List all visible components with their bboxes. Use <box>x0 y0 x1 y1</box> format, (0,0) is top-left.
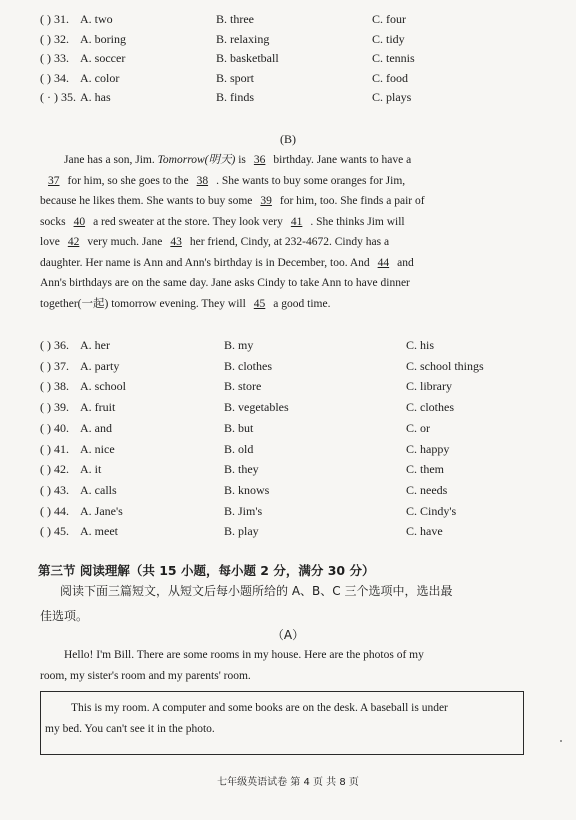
option-c: C. Cindy's <box>406 503 457 518</box>
option-a: A. meet <box>80 524 118 539</box>
question-number: ( · ) 35. <box>40 90 76 104</box>
question-row <box>40 90 540 108</box>
scan-speck <box>560 740 562 742</box>
option-b: B. sport <box>216 70 255 85</box>
option-a: A. Jane's <box>80 503 123 518</box>
option-c: C. plays <box>372 90 412 104</box>
passage-text: very much. Jane <box>87 236 163 248</box>
passage-text-with-gloss: together(一起) tomorrow evening. They will <box>40 297 246 310</box>
question-number: ( ) 44. <box>40 503 69 518</box>
option-c: C. food <box>372 70 408 85</box>
option-c: C. clothes <box>406 400 454 415</box>
question-row <box>40 442 540 460</box>
passage-text: a good time. <box>273 297 331 310</box>
option-b: B. they <box>224 462 259 477</box>
option-c: C. library <box>406 379 452 394</box>
passage-b-line <box>40 191 492 212</box>
option-b: B. knows <box>224 482 270 497</box>
question-row <box>40 421 540 439</box>
option-b: B. three <box>216 12 254 26</box>
question-number: ( ) 43. <box>40 482 69 497</box>
question-number: ( ) 45. <box>40 524 69 539</box>
passage-text: and <box>397 256 414 269</box>
option-a: A. nice <box>80 441 115 456</box>
option-b: B. relaxing <box>216 31 270 46</box>
question-number: ( ) 38. <box>40 379 69 394</box>
option-a: A. it <box>80 462 102 477</box>
passage-b-line <box>40 150 492 171</box>
option-b: B. basketball <box>216 51 279 65</box>
passage-b-line <box>40 232 492 253</box>
blank-44: 44 <box>377 256 390 269</box>
section3-instruction-1: 阅读下面三篇短文，从短文后每小题所给的 A、B、C 三个选项中，选出最 <box>60 584 453 598</box>
passage-a-line-1: Hello! I'm Bill. There are some rooms in my house. Here are the photos of my <box>64 649 424 661</box>
option-a: A. color <box>80 70 120 85</box>
option-b: B. old <box>224 441 254 456</box>
question-row <box>40 32 540 50</box>
passage-b-text <box>40 150 492 314</box>
question-row <box>40 462 540 480</box>
passage-text: because he likes them. She wants to buy some <box>40 195 253 207</box>
option-b: B. but <box>224 420 254 435</box>
passage-text: her friend, Cindy, at 232-4672. Cindy has a <box>189 236 390 248</box>
option-c: C. school things <box>406 358 484 373</box>
passage-a-line-2: room, my sister's room and my parents' room. <box>40 669 251 682</box>
question-row <box>40 12 540 30</box>
passage-text: love <box>40 236 60 248</box>
option-a: A. and <box>80 420 112 435</box>
blank-41: 41 <box>290 215 303 228</box>
passage-text: is <box>235 154 246 166</box>
option-a: A. boring <box>80 31 126 46</box>
passage-a-label: （A） <box>271 628 305 642</box>
question-number: ( ) 39. <box>40 400 69 415</box>
blank-36: 36 <box>253 154 266 166</box>
option-c: C. needs <box>406 482 448 497</box>
option-a: A. two <box>80 12 113 26</box>
passage-text: birthday. Jane wants to have a <box>273 154 412 166</box>
box-line-2: my bed. You can't see it in the photo. <box>45 722 215 735</box>
box-line-1: This is my room. A computer and some books are on the desk. A baseball is under <box>71 702 448 714</box>
passage-text: . She wants to buy some oranges for Jim, <box>216 174 406 187</box>
option-b: B. clothes <box>224 358 272 373</box>
option-b: B. finds <box>216 90 255 104</box>
option-a: A. her <box>80 338 110 352</box>
blank-43: 43 <box>170 236 182 248</box>
section3-heading: 第三节 阅读理解（共 15 小题，每小题 2 分，满分 30 分） <box>38 563 375 578</box>
passage-b-line <box>40 171 492 192</box>
option-a: A. school <box>80 379 126 394</box>
option-c: C. his <box>406 338 435 352</box>
passage-text: socks <box>40 215 66 228</box>
blank-39: 39 <box>260 195 272 207</box>
question-number: ( ) 42. <box>40 462 69 477</box>
option-c: C. tennis <box>372 51 415 65</box>
passage-b-line <box>40 253 492 274</box>
passage-text: for him, too. She finds a pair of <box>279 195 425 207</box>
question-number: ( ) 36. <box>40 338 69 352</box>
blank-40: 40 <box>73 215 86 228</box>
question-row <box>40 51 540 69</box>
option-c: C. tidy <box>372 31 405 46</box>
option-a: A. fruit <box>80 400 116 415</box>
option-b: B. vegetables <box>224 400 289 415</box>
passage-b-line <box>40 294 492 315</box>
page-footer: 七年级英语试卷 第 4 页 共 8 页 <box>217 777 359 788</box>
passage-text: . She thinks Jim will <box>310 215 405 228</box>
question-number: ( ) 41. <box>40 441 69 456</box>
option-b: B. my <box>224 338 254 352</box>
option-c: C. them <box>406 462 444 477</box>
passage-text: for him, so she goes to the <box>67 174 189 187</box>
question-row <box>40 379 540 397</box>
option-a: A. calls <box>80 482 117 497</box>
passage-b-label: (B) <box>280 132 296 146</box>
option-a: A. party <box>80 358 120 373</box>
question-number: ( ) 37. <box>40 358 69 373</box>
option-c: C. have <box>406 524 443 539</box>
question-number: ( ) 33. <box>40 51 69 65</box>
option-c: C. four <box>372 12 406 26</box>
question-row <box>40 71 540 89</box>
passage-text: Ann's birthdays are on the same day. Jane asks Cindy to take Ann to have dinner <box>40 277 410 289</box>
passage-text-with-gloss: Tomorrow(明天) <box>157 154 236 166</box>
question-number: ( ) 32. <box>40 31 69 46</box>
question-number: ( ) 31. <box>40 12 69 26</box>
option-c: C. happy <box>406 441 450 456</box>
option-b: B. store <box>224 379 262 394</box>
blank-45: 45 <box>253 297 266 310</box>
passage-b-line <box>40 212 492 233</box>
question-row <box>40 400 540 418</box>
option-a: A. has <box>80 90 111 104</box>
blank-38: 38 <box>196 174 209 187</box>
option-c: C. or <box>406 420 430 435</box>
question-row <box>40 504 540 522</box>
blank-37: 37 <box>48 174 60 187</box>
question-number: ( ) 40. <box>40 420 69 435</box>
question-row <box>40 483 540 501</box>
question-number: ( ) 34. <box>40 70 69 85</box>
passage-text: daughter. Her name is Ann and Ann's birthday is in December, too. And <box>40 256 370 269</box>
option-b: B. play <box>224 524 259 539</box>
passage-a-intro <box>40 645 500 686</box>
question-row <box>40 338 540 356</box>
section3-instruction-2: 佳选项。 <box>40 609 89 623</box>
passage-b-line <box>40 273 492 294</box>
question-row <box>40 524 540 542</box>
passage-text: Jane has a son, Jim. <box>64 154 158 166</box>
question-row <box>40 359 540 377</box>
option-b: B. Jim's <box>224 503 263 518</box>
option-a: A. soccer <box>80 51 126 65</box>
passage-text: a red sweater at the store. They look very <box>93 215 283 228</box>
blank-42: 42 <box>67 236 80 248</box>
photo-description-box <box>40 691 524 755</box>
